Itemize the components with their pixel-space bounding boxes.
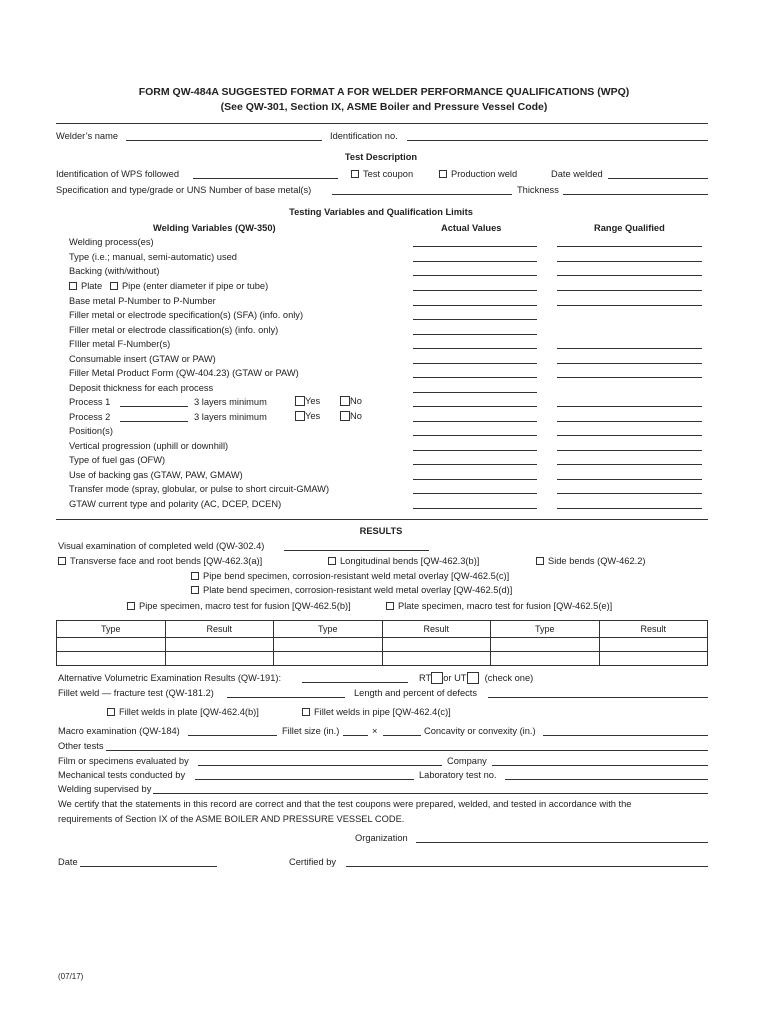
col-result: Result	[165, 621, 274, 638]
plate-bend-checkbox[interactable]	[191, 586, 199, 594]
wps-label: Identification of WPS followed	[56, 169, 179, 179]
length-defects-field[interactable]	[488, 697, 708, 698]
range-qualified-field[interactable]	[557, 305, 702, 306]
range-qualified-field[interactable]	[557, 421, 702, 422]
plate-label: Plate	[81, 281, 103, 291]
check-one-label: (check one)	[484, 673, 534, 683]
thickness-label: Thickness	[517, 185, 559, 195]
fillet-pipe-checkbox[interactable]	[302, 708, 310, 716]
range-qualified-field[interactable]	[557, 508, 702, 509]
film-label: Film or specimens evaluated by	[58, 756, 189, 766]
fillet-plate-label: Fillet welds in plate [QW-462.4(b)]	[119, 707, 259, 717]
pipe-macro-option[interactable]	[127, 601, 351, 612]
plate-macro-checkbox[interactable]	[386, 602, 394, 610]
fillet-fracture-field[interactable]	[227, 697, 345, 698]
date-welded-label: Date welded	[551, 169, 603, 179]
pipe-bend-label: Pipe bend specimen, corrosion-resistant weld metal overlay [QW-462.5(c)]	[203, 571, 510, 581]
macro-label: Macro examination (QW-184)	[58, 726, 180, 736]
var-row-2: Backing (with/without)	[69, 266, 160, 276]
certify-line-1: We certify that the statements in this record are correct and that the test coupons were prepared, welded, and tested in accordance with the	[58, 799, 632, 809]
range-qualified-field[interactable]	[557, 290, 702, 291]
actual-value-field[interactable]	[413, 508, 537, 509]
table-cell[interactable]	[599, 652, 708, 666]
film-field[interactable]	[198, 765, 442, 766]
production-weld-label: Production weld	[451, 169, 518, 179]
col-range-qualified: Range Qualified	[594, 223, 665, 233]
process2-yes-option[interactable]	[295, 411, 320, 422]
pipe-bend-option[interactable]	[191, 571, 509, 582]
fillet-plate-checkbox[interactable]	[107, 708, 115, 716]
actual-value-field[interactable]	[413, 450, 537, 451]
actual-value-field[interactable]	[413, 377, 537, 378]
pipe-checkbox[interactable]	[110, 282, 118, 290]
rt-ut-group	[419, 672, 533, 684]
var-row-13: Position(s)	[69, 426, 113, 436]
date-field[interactable]	[80, 866, 217, 867]
test-description-heading: Test Description	[344, 152, 418, 162]
longitudinal-option[interactable]	[328, 556, 479, 567]
var-row-18: GTAW current type and polarity (AC, DCEP, DCEN)	[69, 499, 282, 509]
range-qualified-field[interactable]	[557, 348, 702, 349]
plate-bend-label: Plate bend specimen, corrosion-resistant weld metal overlay [QW-462.5(d)]	[203, 585, 513, 595]
variables-heading: Testing Variables and Qualification Limits	[289, 207, 473, 217]
table-cell[interactable]	[57, 638, 166, 652]
process2-no-checkbox[interactable]	[340, 411, 350, 421]
process1-layers-label: 3 layers minimum	[194, 397, 267, 407]
process1-label: Process 1	[69, 397, 111, 407]
process2-field[interactable]	[120, 421, 188, 422]
range-qualified-field[interactable]	[557, 406, 702, 407]
variables-divider	[56, 519, 708, 520]
var-row-1: Type (i.e.; manual, semi-automatic) used	[69, 252, 237, 262]
range-qualified-field[interactable]	[557, 363, 702, 364]
transverse-option[interactable]	[58, 556, 262, 567]
pipe-bend-checkbox[interactable]	[191, 572, 199, 580]
actual-value-field[interactable]	[413, 290, 537, 291]
col-result: Result	[382, 621, 491, 638]
certified-by-label: Certified by	[289, 857, 337, 867]
macro-field[interactable]	[188, 735, 277, 736]
range-qualified-field[interactable]	[557, 246, 702, 247]
identification-no-field[interactable]	[407, 140, 708, 141]
results-table-header	[57, 621, 708, 638]
plate-checkbox[interactable]	[69, 282, 77, 290]
results-table	[56, 620, 708, 666]
transverse-label: Transverse face and root bends [QW-462.3(a)]	[70, 556, 263, 566]
table-cell[interactable]	[165, 652, 274, 666]
side-bends-label: Side bends (QW-462.2)	[548, 556, 646, 566]
concavity-field[interactable]	[543, 735, 708, 736]
range-qualified-field[interactable]	[557, 493, 702, 494]
table-cell[interactable]	[382, 652, 491, 666]
form-title: FORM QW-484A SUGGESTED FORMAT A FOR WELDER PERFORMANCE QUALIFICATIONS (WPQ)	[138, 86, 630, 98]
test-coupon-label: Test coupon	[363, 169, 414, 179]
fillet-size-field-2[interactable]	[383, 735, 421, 736]
process1-no-checkbox[interactable]	[340, 396, 350, 406]
actual-value-field[interactable]	[413, 319, 537, 320]
company-field[interactable]	[492, 765, 708, 766]
var-row-9: Filler Metal Product Form (QW-404.23) (GTAW or PAW)	[69, 368, 299, 378]
range-qualified-field[interactable]	[557, 450, 702, 451]
fillet-pipe-option[interactable]	[302, 707, 451, 718]
var-row-0: Welding process(es)	[69, 237, 154, 247]
fillet-size-label: Fillet size (in.)	[282, 726, 340, 736]
rt-checkbox[interactable]	[431, 672, 443, 684]
actual-value-field[interactable]	[413, 406, 537, 407]
process2-no-label: No	[350, 411, 362, 421]
process2-yes-checkbox[interactable]	[295, 411, 305, 421]
pipe-macro-label: Pipe specimen, macro test for fusion [QW-462.5(b)]	[139, 601, 351, 611]
plate-macro-option[interactable]	[386, 601, 612, 612]
actual-value-field[interactable]	[413, 435, 537, 436]
table-cell[interactable]	[491, 652, 600, 666]
side-bends-checkbox[interactable]	[536, 557, 544, 565]
table-row	[57, 638, 708, 652]
process1-field[interactable]	[120, 406, 188, 407]
col-type: Type	[491, 621, 600, 638]
length-defects-label: Length and percent of defects	[354, 688, 478, 698]
welder-name-label: Welder’s name	[56, 131, 119, 141]
table-cell[interactable]	[274, 652, 383, 666]
actual-value-field[interactable]	[413, 493, 537, 494]
col-actual-values: Actual Values	[441, 223, 502, 233]
times-symbol: ×	[372, 726, 378, 736]
range-qualified-field[interactable]	[557, 275, 702, 276]
var-row-14: Vertical progression (uphill or downhill)	[69, 441, 229, 451]
plate-pipe-row	[69, 281, 268, 292]
process2-no-option[interactable]	[340, 411, 362, 422]
col-result: Result	[599, 621, 708, 638]
table-cell[interactable]	[165, 638, 274, 652]
results-heading: RESULTS	[359, 526, 403, 536]
range-qualified-field[interactable]	[557, 464, 702, 465]
var-row-15: Type of fuel gas (OFW)	[69, 455, 166, 465]
certified-by-field[interactable]	[346, 866, 708, 867]
mechanical-field[interactable]	[195, 779, 414, 780]
var-row-8: Consumable insert (GTAW or PAW)	[69, 354, 216, 364]
range-qualified-field[interactable]	[557, 435, 702, 436]
thickness-field[interactable]	[563, 194, 708, 195]
var-row-16: Use of backing gas (GTAW, PAW, GMAW)	[69, 470, 243, 480]
actual-value-field[interactable]	[413, 261, 537, 262]
visual-exam-label: Visual examination of completed weld (QW-302.4)	[58, 541, 265, 551]
var-row-7: FIller metal F-Number(s)	[69, 339, 171, 349]
wps-field[interactable]	[193, 178, 338, 179]
range-qualified-field[interactable]	[557, 261, 702, 262]
table-cell[interactable]	[382, 638, 491, 652]
actual-value-field[interactable]	[413, 334, 537, 335]
visual-exam-field[interactable]	[284, 550, 429, 551]
longitudinal-label: Longitudinal bends [QW-462.3(b)]	[340, 556, 480, 566]
header-divider	[56, 123, 708, 124]
organization-label: Organization	[355, 833, 408, 843]
alt-vol-field[interactable]	[302, 682, 408, 683]
plate-macro-label: Plate specimen, macro test for fusion [QW-462.5(e)]	[398, 601, 613, 611]
fillet-size-field-1[interactable]	[343, 735, 368, 736]
col-type: Type	[274, 621, 383, 638]
production-weld-option[interactable]	[439, 169, 517, 180]
table-cell[interactable]	[274, 638, 383, 652]
var-row-17: Transfer mode (spray, globular, or pulse to short circuit-GMAW)	[69, 484, 330, 494]
range-qualified-field[interactable]	[557, 479, 702, 480]
test-coupon-checkbox[interactable]	[351, 170, 359, 178]
date-welded-field[interactable]	[608, 178, 708, 179]
table-cell[interactable]	[57, 652, 166, 666]
fillet-pipe-label: Fillet welds in pipe [QW-462.4(c)]	[314, 707, 451, 717]
form-subtitle: (See QW-301, Section IX, ASME Boiler and Pressure Vessel Code)	[220, 101, 548, 113]
test-coupon-option[interactable]	[351, 169, 413, 180]
alt-vol-label: Alternative Volumetric Examination Results (QW-191):	[58, 673, 282, 683]
plate-bend-option[interactable]	[191, 585, 512, 596]
supervised-field[interactable]	[153, 793, 708, 794]
longitudinal-checkbox[interactable]	[328, 557, 336, 565]
col-welding-variables: Welding Variables (QW-350)	[153, 223, 276, 233]
mechanical-label: Mechanical tests conducted by	[58, 770, 186, 780]
lab-test-field[interactable]	[505, 779, 708, 780]
process1-yes-checkbox[interactable]	[295, 396, 305, 406]
welder-name-field[interactable]	[126, 140, 322, 141]
actual-value-field[interactable]	[413, 275, 537, 276]
certify-line-2: requirements of Section IX of the ASME BOILER AND PRESSURE VESSEL CODE.	[58, 814, 405, 824]
company-label: Company	[447, 756, 487, 766]
supervised-label: Welding supervised by	[58, 784, 152, 794]
actual-value-field[interactable]	[413, 363, 537, 364]
actual-value-field[interactable]	[413, 464, 537, 465]
ut-checkbox[interactable]	[467, 672, 479, 684]
var-row-10: Deposit thickness for each process	[69, 383, 214, 393]
process2-yes-label: Yes	[305, 411, 321, 421]
process2-label: Process 2	[69, 412, 111, 422]
spec-label: Specification and type/grade or UNS Number of base metal(s)	[56, 185, 312, 195]
actual-value-field[interactable]	[413, 246, 537, 247]
production-weld-checkbox[interactable]	[439, 170, 447, 178]
range-qualified-field[interactable]	[557, 377, 702, 378]
table-row	[57, 652, 708, 666]
actual-value-field[interactable]	[413, 305, 537, 306]
table-cell[interactable]	[491, 638, 600, 652]
organization-field[interactable]	[416, 842, 708, 843]
actual-value-field[interactable]	[413, 479, 537, 480]
revision-label: (07/17)	[58, 972, 84, 981]
var-row-4: Base metal P-Number to P-Number	[69, 296, 216, 306]
rt-label: RT	[419, 673, 432, 683]
pipe-label: Pipe (enter diameter if pipe or tube)	[121, 281, 269, 291]
pipe-macro-checkbox[interactable]	[127, 602, 135, 610]
transverse-checkbox[interactable]	[58, 557, 66, 565]
identification-no-label: Identification no.	[330, 131, 398, 141]
side-bends-option[interactable]	[536, 556, 646, 567]
process1-yes-label: Yes	[305, 396, 321, 406]
var-row-5: Filler metal or electrode specification(s) (SFA) (info. only)	[69, 310, 304, 320]
process1-no-option[interactable]	[340, 396, 362, 407]
fillet-fracture-label: Fillet weld — fracture test (QW-181.2)	[58, 688, 214, 698]
var-row-6: Filler metal or electrode classification(s) (info. only)	[69, 325, 279, 335]
process1-yes-option[interactable]	[295, 396, 320, 407]
actual-value-field[interactable]	[413, 392, 537, 393]
process2-layers-label: 3 layers minimum	[194, 412, 267, 422]
other-tests-field[interactable]	[106, 750, 708, 751]
table-cell[interactable]	[599, 638, 708, 652]
concavity-label: Concavity or convexity (in.)	[424, 726, 536, 736]
other-tests-label: Other tests	[58, 741, 104, 751]
ut-label: or UT	[443, 673, 467, 683]
spec-field[interactable]	[332, 194, 512, 195]
col-type: Type	[57, 621, 166, 638]
actual-value-field[interactable]	[413, 348, 537, 349]
fillet-plate-option[interactable]	[107, 707, 259, 718]
date-label: Date	[58, 857, 78, 867]
lab-test-label: Laboratory test no.	[419, 770, 497, 780]
process1-no-label: No	[350, 396, 362, 406]
actual-value-field[interactable]	[413, 421, 537, 422]
